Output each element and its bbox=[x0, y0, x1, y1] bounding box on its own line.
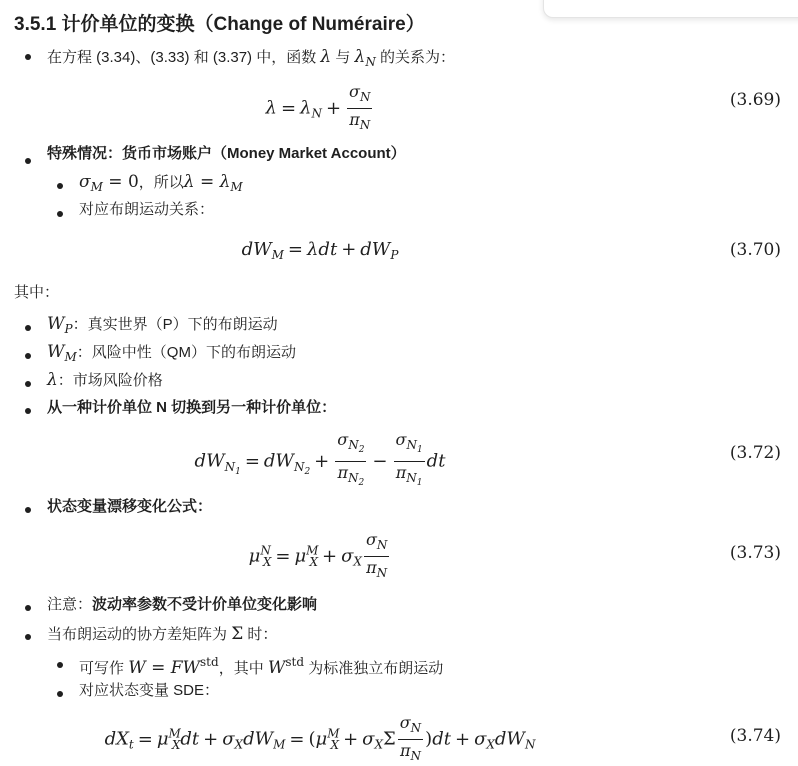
equation-3-74: $dX_t = \mu^M_Xdt + \sigma_XdW_M = (\mu^M_X + \sigma_X\Sigma$ $\frac{\sigma_N}{\pi_N}$ )$dt + \sigma_XdW_N$ bbox=[104, 713, 536, 763]
where-item-wp: $W_P$：真实世界（P）下的布朗运动 bbox=[47, 314, 278, 336]
cov-line: 当布朗运动的协方差矩阵为 Σ 时： bbox=[47, 624, 278, 644]
where-item-wm: $W_M$：风险中性（QM）下的布朗运动 bbox=[47, 342, 296, 364]
bullet-dot bbox=[57, 662, 63, 668]
bullet-dot bbox=[25, 634, 31, 640]
bullet-dot bbox=[25, 353, 31, 359]
math-lambda-n: $\lambda_N$ bbox=[354, 47, 376, 69]
bullet-dot bbox=[57, 691, 63, 697]
math-sigma-matrix: Σ bbox=[231, 624, 244, 644]
bullet-dot bbox=[25, 158, 31, 164]
equation-3-72: $dW_{N_1} = dW_{N_2}$ + $\frac{\sigma_{N_2}}{\pi_{N_2}}$ − $\frac{\sigma_{N_1}}{\pi_{N_1}}$ dt bbox=[194, 430, 446, 488]
note-line: 注意：波动率参数不受计价单位变化影响 bbox=[47, 596, 318, 613]
equation-number: (3.69) bbox=[729, 90, 781, 110]
equation-number: (3.72) bbox=[729, 443, 781, 463]
bullet-dot bbox=[25, 381, 31, 387]
equation-number: (3.73) bbox=[729, 543, 781, 563]
equation-3-73: $\mu^N_X = \mu^M_X + \sigma_X$ $\frac{\sigma_N}{\pi_N}$ bbox=[248, 530, 388, 580]
drift-title: 状态变量漂移变化公式： bbox=[47, 498, 213, 515]
special-case-title: 特殊情况：货币市场账户（Money Market Account） bbox=[47, 145, 406, 162]
bullet-dot bbox=[57, 211, 63, 217]
bullet-dot bbox=[57, 183, 63, 189]
equation-number: (3.74) bbox=[729, 726, 781, 746]
bullet-dot bbox=[25, 605, 31, 611]
where-item-lambda: λ：市场风险价格 bbox=[47, 370, 163, 390]
overlay-panel bbox=[543, 0, 798, 18]
switch-title: 从一种计价单位 N 切换到另一种计价单位： bbox=[47, 399, 337, 416]
cov-item-write: 可写作 $W = FW^{std}$，其中 $W^{std}$ 为标准独立布朗运动 bbox=[79, 655, 444, 678]
bullet-dot bbox=[25, 325, 31, 331]
equation-3-70: $dW_M = \lambda dt + dW_P$ bbox=[241, 239, 399, 262]
equation-3-69: $\lambda = \lambda_N$ + $\frac{\sigma_N}{\pi_N}$ bbox=[265, 82, 371, 132]
special-item-brownian: 对应布朗运动关系： bbox=[79, 201, 215, 218]
cov-item-sde: 对应状态变量 SDE： bbox=[79, 682, 220, 699]
special-item-sigma: $\sigma_M = 0$，所以$\lambda = \lambda_M$ bbox=[79, 172, 243, 194]
bullet-dot bbox=[25, 54, 31, 60]
bullet-dot bbox=[25, 507, 31, 513]
math-lambda: λ bbox=[320, 47, 332, 67]
intro-line: 在方程 (3.34)、(3.33) 和 (3.37) 中，函数 λ 与 $\lambda_N$ 的关系为： bbox=[47, 47, 456, 69]
equation-number: (3.70) bbox=[729, 240, 781, 260]
where-label: 其中： bbox=[14, 284, 60, 301]
bullet-dot bbox=[25, 408, 31, 414]
section-heading: 3.5.1 计价单位的变换（Change of Numéraire） bbox=[14, 14, 425, 35]
